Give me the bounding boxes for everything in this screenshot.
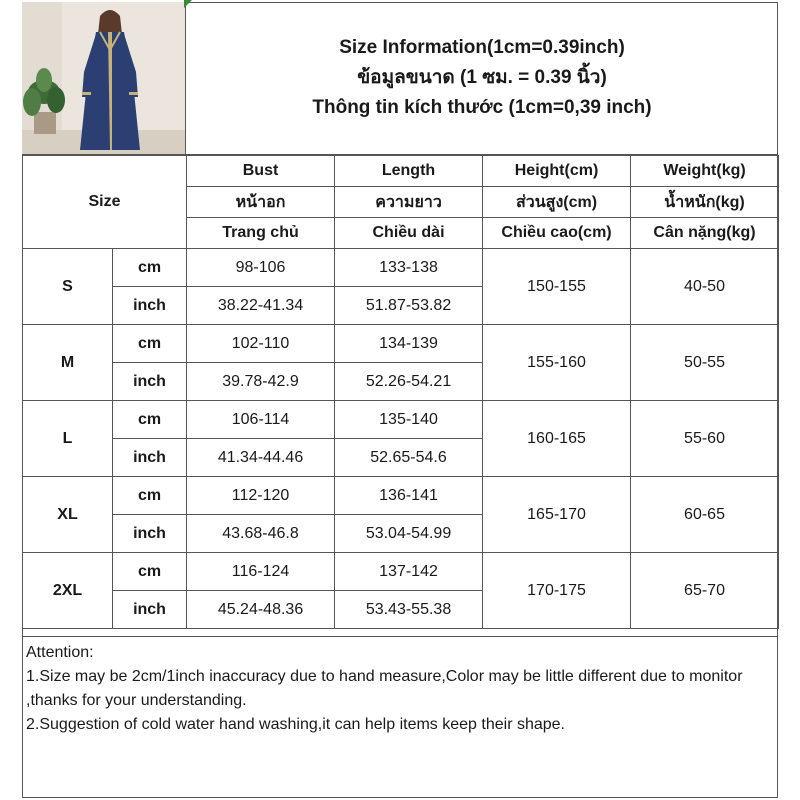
- length-inch-value: 51.87-53.82: [335, 287, 483, 325]
- size-label: XL: [23, 477, 113, 553]
- length-cm-value: 134-139: [335, 325, 483, 363]
- unit-cm: cm: [113, 325, 187, 363]
- table-row: [23, 325, 779, 363]
- table-row: [23, 553, 779, 591]
- weight-value: 50-55: [631, 325, 779, 401]
- height-header-vi: Chiều cao(cm): [483, 218, 631, 249]
- length-cm-value: 137-142: [335, 553, 483, 591]
- bust-inch-value: 45.24-48.36: [187, 591, 335, 629]
- length-header-vi: Chiều dài: [335, 218, 483, 249]
- length-inch-value: 52.65-54.6: [335, 439, 483, 477]
- attention-notes: [22, 636, 778, 798]
- weight-header-thai: น้ำหนัก(kg): [631, 187, 779, 218]
- height-header: Height(cm): [483, 156, 631, 187]
- unit-cm: cm: [113, 249, 187, 287]
- title-vietnamese: Thông tin kích thước (1cm=0,39 inch): [312, 97, 652, 118]
- unit-cm: cm: [113, 553, 187, 591]
- size-label: S: [23, 249, 113, 325]
- length-inch-value: 53.43-55.38: [335, 591, 483, 629]
- weight-header: Weight(kg): [631, 156, 779, 187]
- bust-cm-value: 112-120: [187, 477, 335, 515]
- unit-inch: inch: [113, 363, 187, 401]
- unit-cm: cm: [113, 477, 187, 515]
- bust-header: Bust: [187, 156, 335, 187]
- unit-inch: inch: [113, 439, 187, 477]
- table-row: [23, 401, 779, 439]
- height-value: 155-160: [483, 325, 631, 401]
- weight-value: 60-65: [631, 477, 779, 553]
- bust-inch-value: 41.34-44.46: [187, 439, 335, 477]
- size-label: M: [23, 325, 113, 401]
- bust-inch-value: 43.68-46.8: [187, 515, 335, 553]
- bust-cm-value: 116-124: [187, 553, 335, 591]
- size-table: [22, 155, 779, 629]
- size-label: 2XL: [23, 553, 113, 629]
- length-inch-value: 52.26-54.21: [335, 363, 483, 401]
- length-header-thai: ความยาว: [335, 187, 483, 218]
- title-thai: ข้อมูลขนาด (1 ซม. = 0.39 นิ้ว): [357, 67, 607, 88]
- size-header: Size: [23, 156, 187, 249]
- bust-cm-value: 106-114: [187, 401, 335, 439]
- bust-header-thai: หน้าอก: [187, 187, 335, 218]
- model-dress-image: [22, 2, 186, 154]
- weight-header-vi: Cân nặng(kg): [631, 218, 779, 249]
- height-value: 165-170: [483, 477, 631, 553]
- unit-inch: inch: [113, 287, 187, 325]
- bust-header-vi: Trang chủ: [187, 218, 335, 249]
- note-washing: 2.Suggestion of cold water hand washing,it can help items keep their shape.: [26, 716, 565, 733]
- weight-value: 55-60: [631, 401, 779, 477]
- unit-inch: inch: [113, 515, 187, 553]
- length-cm-value: 136-141: [335, 477, 483, 515]
- title-english: Size Information(1cm=0.39inch): [339, 37, 625, 58]
- unit-inch: inch: [113, 591, 187, 629]
- chart-header: [22, 2, 778, 155]
- height-value: 170-175: [483, 553, 631, 629]
- height-header-thai: ส่วนสูง(cm): [483, 187, 631, 218]
- height-value: 160-165: [483, 401, 631, 477]
- bust-cm-value: 102-110: [187, 325, 335, 363]
- weight-value: 65-70: [631, 553, 779, 629]
- bust-inch-value: 38.22-41.34: [187, 287, 335, 325]
- length-cm-value: 135-140: [335, 401, 483, 439]
- header-row-english: [23, 156, 779, 187]
- product-photo: [22, 2, 186, 154]
- bust-cm-value: 98-106: [187, 249, 335, 287]
- weight-value: 40-50: [631, 249, 779, 325]
- note-measurement: 1.Size may be 2cm/1inch inaccuracy due to hand measure,Color may be little different due to monitor ,thanks for your understanding.: [26, 668, 743, 709]
- table-row: [23, 477, 779, 515]
- length-inch-value: 53.04-54.99: [335, 515, 483, 553]
- length-cm-value: 133-138: [335, 249, 483, 287]
- size-label: L: [23, 401, 113, 477]
- size-info-title: [186, 2, 778, 154]
- unit-cm: cm: [113, 401, 187, 439]
- bust-inch-value: 39.78-42.9: [187, 363, 335, 401]
- height-value: 150-155: [483, 249, 631, 325]
- notes-heading: Attention:: [26, 644, 94, 661]
- length-header: Length: [335, 156, 483, 187]
- table-row: [23, 249, 779, 287]
